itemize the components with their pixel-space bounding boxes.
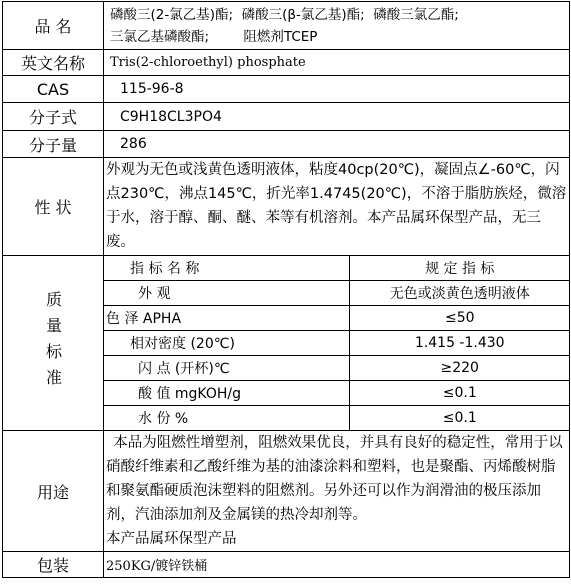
row-molecular-weight <box>3 131 570 158</box>
product-name-line1: 磷酸三(2-氯乙基)酯; 磷酸三(β-氯乙基)酯; 磷酸三氯乙酯; <box>110 6 459 23</box>
product-name-line2: 三氯乙基磷酸酯; 阻燃剂TCEP <box>110 28 318 45</box>
quality-item-name: 水 份 % <box>104 406 349 431</box>
formula-value: C9H18CL3PO4 <box>104 103 570 131</box>
label-product-name: 品 名 <box>3 2 104 50</box>
row-usage <box>3 431 570 552</box>
quality-item-name: 色 泽 APHA <box>104 306 349 331</box>
header-item-name: 指 标 名 称 <box>104 256 349 281</box>
label-molecular-weight: 分子量 <box>3 131 104 158</box>
label-formula: 分子式 <box>3 103 104 131</box>
label-cas: CAS <box>3 76 104 103</box>
usage-note: 本产品属环保型产品 <box>106 531 237 547</box>
row-product-name <box>3 2 570 50</box>
row-properties <box>3 158 570 256</box>
quality-item-spec: 无色或淡黄色透明液体 <box>349 281 570 306</box>
quality-table <box>104 256 570 430</box>
quality-item-spec: 1.415 -1.430 <box>349 331 570 356</box>
properties-text: 外观为无色或浅黄色透明液体，粘度40cp(20℃)，凝固点∠-60℃，闪点230℃，沸点145℃，折光率1.4745(20℃)，不溶于脂肪族烃，微溶于水，溶于醇、酮、醚、苯等有机溶剂。本产品属环保型产品，无三废。 <box>104 158 570 256</box>
quality-item-name: 酸 值 mgKOH/g <box>104 381 349 406</box>
row-cas <box>3 76 570 103</box>
label-usage: 用途 <box>3 431 104 552</box>
product-spec-table <box>2 1 570 578</box>
english-name-value: Tris(2-chloroethyl) phosphate <box>104 50 570 76</box>
header-spec: 规 定 指 标 <box>349 256 570 281</box>
label-packaging: 包装 <box>3 552 104 578</box>
quality-row <box>104 406 570 431</box>
label-properties: 性 状 <box>3 158 104 256</box>
quality-item-name: 闪 点 (开杯)℃ <box>104 356 349 381</box>
quality-item-name: 相对密度 (20℃) <box>104 331 349 356</box>
quality-row <box>104 331 570 356</box>
quality-item-spec: ≥220 <box>349 356 570 381</box>
quality-header-row <box>104 256 570 281</box>
quality-item-name: 外 观 <box>104 281 349 306</box>
row-quality-standard <box>3 256 570 431</box>
quality-item-spec: ≤0.1 <box>349 381 570 406</box>
molecular-weight-value: 286 <box>104 131 570 158</box>
row-packaging <box>3 552 570 578</box>
cas-value: 115-96-8 <box>104 76 570 103</box>
row-formula <box>3 103 570 131</box>
usage-text: 本品为阻燃性增塑剂，阻燃效果优良，并具有良好的稳定性，常用于以硝酸纤维素和乙酸纤维为基的油漆涂料和塑料，也是聚酯、丙烯酸树脂和聚氨酯硬质泡沫塑料的阻燃剂。另外还可以作为润滑油的极压添加剂，汽油添加剂及金属镁的热冷却剂等。 <box>106 435 563 523</box>
packaging-value: 250KG/镀锌铁桶 <box>104 552 570 578</box>
row-english-name <box>3 50 570 76</box>
quality-row <box>104 381 570 406</box>
quality-row <box>104 306 570 331</box>
quality-row <box>104 356 570 381</box>
quality-item-spec: ≤0.1 <box>349 406 570 431</box>
label-english-name: 英文名称 <box>3 50 104 76</box>
label-quality-standard: 质量标准 <box>43 291 63 395</box>
quality-item-spec: ≤50 <box>349 306 570 331</box>
quality-row <box>104 281 570 306</box>
